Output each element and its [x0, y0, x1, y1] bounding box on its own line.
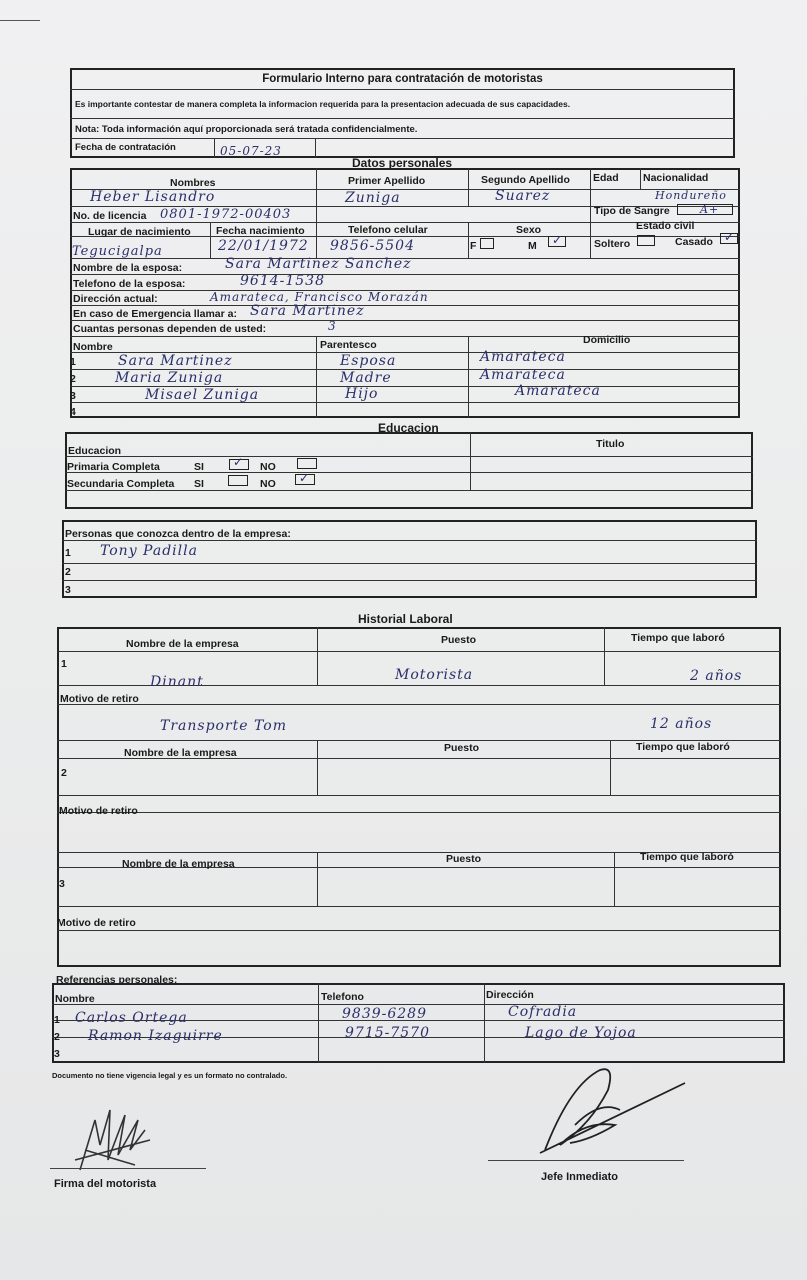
reason-label: Motivo de retiro [60, 693, 139, 705]
spouse-name-label: Nombre de la esposa: [73, 262, 183, 274]
boss-signature-label: Jefe Inmediato [541, 1171, 619, 1183]
dependents-name-header: Nombre [73, 341, 113, 353]
blood-type-value[interactable]: A+ [700, 203, 720, 216]
married-label: Casado [675, 236, 713, 248]
education-title-header: Titulo [596, 438, 625, 450]
position-label: Puesto [441, 634, 477, 646]
time-label: Tiempo que laboró [631, 632, 725, 644]
nationality-label: Nacionalidad [643, 172, 709, 184]
spouse-name-value[interactable]: Sara Martinez Sanchez [225, 256, 412, 272]
age-label: Edad [593, 172, 619, 184]
position-label: Puesto [446, 853, 482, 865]
references-section-title: Referencias personales: [56, 974, 178, 986]
birthplace-label: Lugar de nacimiento [88, 226, 191, 238]
second-surname-label: Segundo Apellido [481, 174, 570, 186]
dependent-address-value[interactable]: Amarateca [480, 367, 566, 383]
birthdate-label: Fecha nacimiento [216, 225, 305, 237]
address-label: Dirección actual: [73, 293, 158, 305]
dependent-row-number: 1 [70, 356, 76, 368]
education-header: Educacion [68, 445, 122, 457]
spouse-phone-label: Telefono de la esposa: [73, 278, 186, 290]
names-value[interactable]: Heber Lisandro [90, 189, 216, 205]
form-title: Formulario Interno para contratación de motoristas [262, 73, 543, 85]
dependent-address-value[interactable]: Amarateca [480, 349, 566, 365]
first-surname-label: Primer Apellido [348, 175, 426, 187]
personal-section-title: Datos personales [352, 156, 453, 170]
time-label: Tiempo que laboró [640, 851, 734, 863]
secondary-no-label: NO [260, 478, 276, 490]
sex-f-checkbox[interactable] [480, 238, 494, 249]
contact-value[interactable]: Tony Padilla [100, 543, 198, 559]
single-checkbox[interactable] [637, 235, 655, 246]
company-label: Nombre de la empresa [124, 747, 237, 759]
reason-label: Motivo de retiro [57, 917, 136, 929]
dependent-row-number: 4 [70, 406, 76, 418]
spouse-phone-value[interactable]: 9614-1538 [240, 273, 325, 289]
license-value[interactable]: 0801-1972-00403 [160, 207, 292, 222]
disclaimer: Documento no tiene vigencia legal y es un formato no contralado. [52, 1071, 288, 1080]
reference-phone-header: Telefono [321, 991, 364, 1003]
position-value[interactable]: Motorista [395, 667, 474, 683]
company-label: Nombre de la empresa [122, 858, 235, 870]
reference-address-value[interactable]: Lago de Yojoa [525, 1025, 637, 1041]
work-history-section-title: Historial Laboral [358, 612, 453, 626]
entry-number: 1 [61, 658, 67, 670]
sex-label: Sexo [516, 224, 542, 236]
corner-mark [0, 20, 40, 21]
marital-status-label: Estado civil [636, 220, 695, 232]
sex-m-label: M [528, 240, 537, 252]
license-label: No. de licencia [73, 210, 147, 222]
dependent-relation-value[interactable]: Esposa [340, 353, 397, 369]
reference-phone-value[interactable]: 9715-7570 [345, 1025, 430, 1041]
primary-no-checkbox[interactable] [297, 458, 317, 469]
position-label: Puesto [444, 742, 480, 754]
reference-phone-value[interactable]: 9839-6289 [342, 1006, 427, 1022]
cellphone-label: Telefono celular [348, 224, 428, 236]
reference-address-header: Dirección [486, 989, 534, 1001]
reference-row-number: 1 [54, 1014, 60, 1026]
sex-m-check-mark: ✓ [552, 233, 563, 247]
company-label: Nombre de la empresa [126, 638, 239, 650]
reason-label: Motivo de retiro [59, 805, 138, 817]
reference-name-header: Nombre [55, 993, 95, 1005]
nationality-value[interactable]: Hondureño [655, 189, 727, 202]
education-section-title: Educacion [378, 421, 439, 435]
contacts-header: Personas que conozca dentro de la empresa: [65, 528, 291, 540]
education-table [65, 432, 753, 509]
reference-row-number: 3 [54, 1048, 60, 1060]
dependents-label: Cuantas personas dependen de usted: [73, 323, 267, 335]
address-value[interactable]: Amarateca, Francisco Morazán [210, 290, 429, 304]
secondary-yes-checkbox[interactable] [228, 475, 248, 486]
primary-no-label: NO [260, 461, 276, 473]
married-check-mark: ✓ [724, 230, 735, 244]
secondary-yes-label: SI [194, 478, 204, 490]
dependent-row-number: 2 [70, 373, 76, 385]
secondary-no-check-mark: ✓ [299, 471, 310, 485]
emergency-value[interactable]: Sara Martinez [250, 303, 365, 319]
reference-address-value[interactable]: Cofradia [508, 1004, 578, 1020]
primary-label: Primaria Completa [67, 461, 160, 473]
driver-signature-label: Firma del motorista [54, 1178, 157, 1190]
dependents-value[interactable]: 3 [328, 319, 337, 333]
first-surname-value[interactable]: Zuniga [345, 190, 401, 206]
confidentiality-note: Nota: Toda información aquí proporcionada será tratada confidencialmente. [75, 124, 418, 135]
secondary-label: Secundaria Completa [67, 478, 175, 490]
entry-number: 2 [61, 767, 67, 779]
sex-f-label: F [470, 240, 477, 252]
driver-signature-line [50, 1168, 206, 1169]
emergency-label: En caso de Emergencia llamar a: [73, 308, 237, 320]
contact-row-number: 2 [65, 566, 71, 578]
time-label: Tiempo que laboró [636, 741, 730, 753]
contact-row-number: 3 [65, 584, 71, 596]
hire-date-value[interactable]: 05-07-23 [220, 144, 282, 158]
dependent-relation-value[interactable]: Hijo [345, 386, 379, 402]
form-instructions: Es importante contestar de manera completa la informacion requerida para la presentacion adecuada de sus capacidades. [75, 99, 571, 109]
single-label: Soltero [594, 238, 631, 250]
boss-signature-line [488, 1160, 684, 1161]
hire-date-label: Fecha de contratación [75, 142, 176, 153]
reference-name-value[interactable]: Carlos Ortega [75, 1010, 188, 1026]
boss-signature-image [530, 1065, 690, 1160]
dependent-name-value[interactable]: Sara Martinez [118, 353, 233, 369]
entry-number: 3 [59, 878, 65, 890]
reference-name-value[interactable]: Ramon Izaguirre [88, 1028, 223, 1044]
blood-type-label: Tipo de Sangre [594, 205, 670, 217]
dependent-address-value[interactable]: Amarateca [515, 383, 601, 399]
company-value[interactable]: Dinant [150, 674, 204, 690]
time-value[interactable]: 2 años [690, 668, 743, 684]
dependents-address-header: Domicilio [583, 334, 631, 346]
reason-value[interactable]: Transporte Tom [160, 718, 287, 734]
dependent-relation-value[interactable]: Madre [340, 370, 392, 386]
birthdate-value[interactable]: 22/01/1972 [218, 238, 309, 254]
dependents-relation-header: Parentesco [320, 339, 377, 351]
dependent-name-value[interactable]: Misael Zuniga [145, 387, 260, 403]
dependent-name-value[interactable]: Maria Zuniga [115, 370, 224, 386]
contact-row-number: 1 [65, 547, 71, 559]
reference-row-number: 2 [54, 1031, 60, 1043]
reason-time-value[interactable]: 12 años [650, 716, 713, 732]
dependent-row-number: 3 [70, 390, 76, 402]
primary-yes-check-mark: ✓ [233, 455, 244, 469]
cellphone-value[interactable]: 9856-5504 [330, 238, 415, 254]
second-surname-value[interactable]: Suarez [495, 188, 551, 204]
primary-yes-label: SI [194, 461, 204, 473]
birthplace-value[interactable]: Tegucigalpa [72, 244, 163, 259]
names-label: Nombres [170, 177, 216, 189]
